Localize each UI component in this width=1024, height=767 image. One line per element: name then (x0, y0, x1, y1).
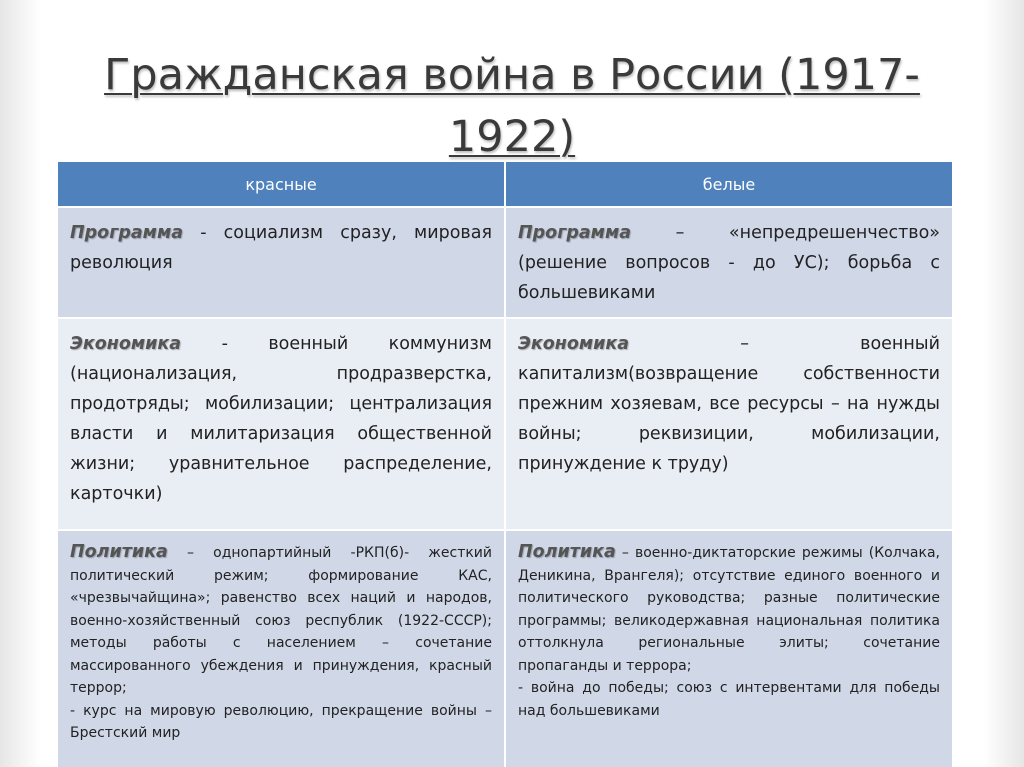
table-row-economy (58, 319, 952, 531)
table-header-row (58, 162, 952, 208)
cell-text: - социализм сразу, мировая революция (70, 223, 492, 273)
cell-white-politics (506, 531, 952, 767)
cell-white-economy (506, 319, 952, 531)
cell-text: – военный капитализм(возвращение собственности прежним хозяевам, все ресурсы – на нужды войны; реквизиции, мобилизации, принуждение к труду) (518, 334, 940, 474)
cell-text-extra: - курс на мировую революцию, прекращение войны – Брестский мир (70, 702, 492, 741)
cell-text: - военный коммунизм (национализация, продразверстка, продотряды; мобилизации; централизация власти и милитаризация общественной жизни; уравнительное распределение, карточки) (70, 334, 492, 504)
lead-label: Экономика (518, 334, 630, 354)
lead-label: Экономика (70, 334, 182, 354)
lead-label: Программа (518, 223, 632, 243)
comparison-table (58, 162, 952, 767)
lead-label: Политика (70, 542, 168, 562)
slide-border-left (0, 0, 40, 767)
slide-border-right (984, 0, 1024, 767)
cell-text-extra: - война до победы; союз с интервентами для победы над большевиками (518, 680, 940, 719)
cell-text: – однопартийный -РКП(б)- жесткий политический режим; формирование КАС, «чрезвычайщина»; равенство всех наций и народов, военно-хозяйственный союз республик (1922-СССР); методы работы с населением – сочетание массированного убеждения и принуждения, красный террор; (70, 545, 492, 696)
header-red: красные (58, 162, 504, 208)
cell-red-program (58, 208, 504, 319)
cell-text: – военно-диктаторские режимы (Колчака, Деникина, Врангеля); отсутствие единого военного и политического руководства; разные политические программы; великодержавная национальная политика оттолкнула региональные элиты; сочетание пропаганды и террора; (518, 545, 940, 674)
cell-red-economy (58, 319, 504, 531)
cell-text: – «непредрешенчество» (решение вопросов - до УС); борьба с большевиками (518, 223, 940, 303)
cell-red-politics (58, 531, 504, 767)
lead-label: Программа (70, 223, 184, 243)
lead-label: Политика (518, 542, 616, 562)
header-white: белые (506, 162, 952, 208)
cell-white-program (506, 208, 952, 319)
table-row-program (58, 208, 952, 319)
slide-title: Гражданская война в России (1917-1922) (104, 50, 920, 162)
table-row-politics (58, 531, 952, 767)
